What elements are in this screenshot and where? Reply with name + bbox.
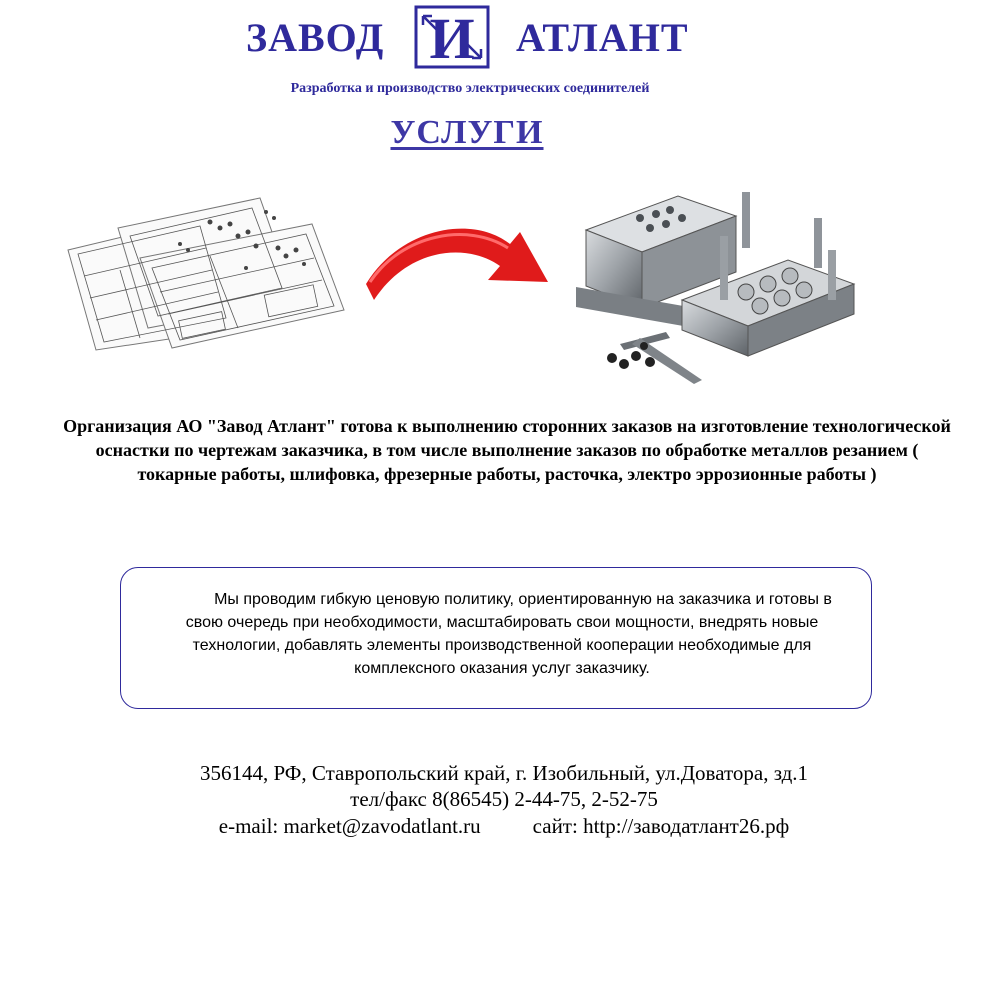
intro-paragraph: Организация АО "Завод Атлант" готова к выполнению сторонних заказов на изготовление технологической оснастки по чертежам заказчика, в том числе выполнение заказов по обработке металлов резанием ( токарные работы, шлифовка, фрезерные работы, расточка, электро эррозионные работы ): [63, 416, 951, 484]
mold-tooling-image: [570, 188, 860, 388]
tagline: Разработка и производство электрических соединителей: [290, 81, 650, 96]
pricing-policy-text: Мы проводим гибкую ценовую политику, ориентированную на заказчика и готовы в свою очередь при необходимости, масштабировать свои мощности, внедрять новые технологии, добавлять элементы производственной кооперации необходимые для комплексного оказания услуг заказчику.: [185, 591, 832, 677]
website-link[interactable]: сайт: http://заводатлант26.рф: [532, 814, 790, 838]
brand-name-left: ЗАВОД: [246, 15, 385, 60]
company-logo: [413, 4, 491, 70]
technical-drawings-image: [60, 188, 350, 358]
pricing-policy-box: [120, 567, 872, 709]
address: 356144, РФ, Ставропольский край, г. Изобильный, ул.Доватора, зд.1: [199, 761, 809, 785]
contacts-line: [0, 814, 1000, 839]
brand-name-right: АТЛАНТ: [516, 15, 689, 60]
email-link[interactable]: e-mail: market@zavodatlant.ru: [218, 814, 481, 838]
page-title: УСЛУГИ: [390, 114, 544, 151]
phone-fax: тел/факс 8(86545) 2-44-75, 2-52-75: [350, 787, 658, 811]
logo-letter: И: [429, 6, 475, 70]
process-arrow-icon: [362, 202, 552, 312]
